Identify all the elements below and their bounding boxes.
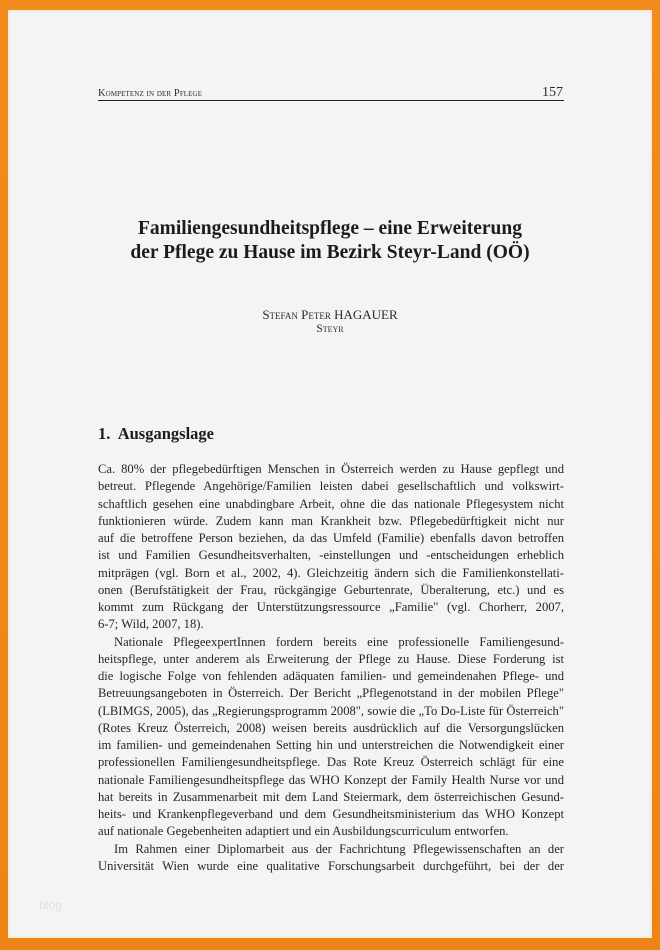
text-line: auf nationale Gegebenheiten adaptiert und ein Ausbildungscurriculum entworfen. (98, 824, 509, 839)
text-line: betreut. Pflegende Angehörige/Familien leisten dabei gesellschaftlich und volkswirt- (98, 479, 564, 494)
text-line: 6-7; Wild, 2007, 18). (98, 617, 204, 632)
text-line: (LBIMGS, 2005), das „Regierungsprogramm 2008", sowie die „To Do-Liste für Österreich" (98, 703, 564, 718)
journal-name: Kompetenz in der Pflege (98, 88, 203, 99)
running-head (98, 86, 563, 106)
text-line: im familien- und gemeindenahen Setting hin und unterstreichen die Notwendigkeit einer (98, 738, 564, 752)
text-line: ist und Familien Gesundheitsverhalten, -einstellungen und -entscheidungen erheblich (98, 548, 564, 563)
text-line: Betreuungsangeboten in Österreich. Der Bericht „Pflegenotstand in der mobilen Pflege" (98, 686, 564, 701)
author-last-name: HAGAUER (334, 307, 398, 322)
watermark: blog (39, 898, 62, 912)
section-heading (98, 424, 214, 444)
author-first-names: Stefan Peter (262, 307, 331, 322)
text-line: auf die betroffene Person beziehen, da das Umfeld (Familie) ebenfalls davon betroffen (98, 531, 564, 545)
text-line: heits- und Krankenpflegeverband und dem Gesundheitsministerium das WHO Konzept (98, 807, 564, 821)
body-text (98, 461, 564, 875)
text-line: mitprägen (vgl. Born et al., 2002, 4). Gleichzeitig ändern sich die Familienkonstellati- (98, 565, 564, 580)
text-line: Universität Wien wurde eine qualitative Forschungsarbeit durchgeführt, bei der der (98, 858, 564, 873)
text-line: die logische Folge von fehlenden adäquaten familien- und gemeindenahen Pflege- und (98, 669, 564, 683)
text-line: schaftlich gesehen eine unabdingbare Arbeit, ohne die das nationale Pflegesystem nicht (98, 496, 564, 511)
title-line: Familiengesundheitspflege – eine Erweiterung (137, 218, 522, 239)
text-line: hat bereits in Zusammenarbeit mit dem Land Steiermark, dem österreichischen Gesund- (98, 789, 564, 804)
section-title: Ausgangslage (117, 424, 214, 443)
author-affiliation: Steyr (316, 323, 344, 335)
text-line: heitspflege, unter anderem als Erweiterung der Pflege zu Hause. Diese Forderung ist (98, 651, 564, 666)
text-line: Nationale PflegeexpertInnen fordern bereits eine professionelle Familiengesund- (114, 634, 564, 649)
text-line: professionellen Familiengesundheitspflege. Das Rote Kreuz Österreich schlägt für eine (98, 755, 564, 770)
paragraph-3 (98, 841, 564, 876)
paragraph-1 (98, 461, 564, 634)
header-rule (98, 100, 564, 101)
title-line: der Pflege zu Hause im Bezirk Steyr-Land (OÖ) (130, 242, 530, 263)
text-line: onen (Berufstätigkeit der Frau, rückgängige Geburtenrate, Überalterung, etc.) und es (98, 582, 564, 597)
page-number: 157 (542, 85, 563, 100)
paragraph-2 (98, 634, 564, 841)
text-line: (Rotes Kreuz Österreich, 2008) weisen bereits ausdrücklich auf die Versorgungslücken (98, 720, 564, 735)
text-line: Ca. 80% der pflegebedürftigen Menschen in Österreich werden zu Hause gepflegt und (98, 462, 564, 476)
text-line: funktionieren würde. Zudem kann man Krankheit bzw. Pflegebedürftigkeit nicht nur (98, 513, 564, 528)
section-number: 1. (98, 424, 111, 443)
document-page (8, 10, 652, 938)
text-line: nationale Familiengesundheitspflege das WHO Konzept der Family Health Nurse vor und (98, 772, 564, 787)
author-name (48, 306, 612, 324)
article-title (48, 217, 612, 265)
text-line: Im Rahmen einer Diplomarbeit aus der Fachrichtung Pflegewissenschaften an der (114, 841, 564, 856)
text-line: kommt zum Rückgang der Unterstützungsressource „Familie" (vgl. Chorherr, 2007, (98, 600, 564, 614)
